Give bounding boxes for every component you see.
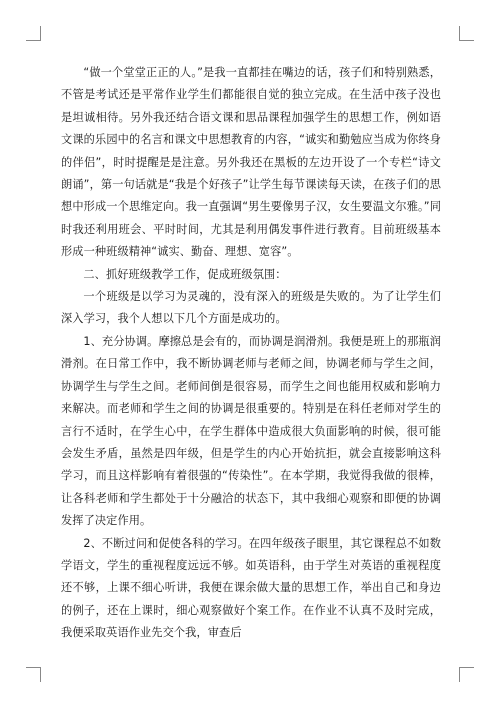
section-heading-class-teaching: 二、抓好班级教学工作，促成班级氛围：	[83, 267, 287, 281]
document-body	[61, 62, 441, 645]
crop-mark-bottom-right	[459, 667, 474, 682]
crop-mark-top-left	[26, 26, 41, 41]
paragraph-learning-soul: 一个班级是以学习为灵魂的，没有深入的班级是失败的。为了让学生们深入学习，我个人想以下几个方面是成功的。	[61, 290, 441, 326]
paragraph-honesty-education: “做一个堂堂正正的人。”是我一直都挂在嘴边的话，孩子们和特别熟悉，不管是考试还是平常作业学生们都能很自觉的独立完成。在生活中孩子没也是坦诚相待。另外我还结合语文课和思品课程加强学生的思想工作，例如语文课的乐园中的名言和课文中思想教育的内容，“诚实和勤勉应当成为你终身的伴侣”，时时提醒是是注意。另外我还在黑板的左边开设了一个专栏“诗文朗诵”，第一句话就是“我是个好孩子”让学生每节课读每天读，在孩子们的思想中形成一个思维定向。我一直强调“男生要像男子汉，女生要温文尔雅。”同时我还利用班会、平时时间，尤其是利用偶发事件进行教育。目前班级基本形成一种班级精神“诚实、勤奋、理想、宽容”。	[61, 66, 441, 259]
crop-mark-bottom-left	[26, 667, 41, 682]
paragraph-subject-learning: 2、不断过问和促使各科的学习。在四年级孩子眼里，其它课程总不如数学语文，学生的重视程度远远不够。如英语科，由于学生对英语的重视程度还不够，上课不细心听讲，我便在课余做大量的思想工作，举出自己和身边的例子，还在上课时，细心观察做好个案工作。在作业不认真不及时完成，我便采取英语作业先交个我，审查后	[61, 536, 441, 640]
paragraph-coordination: 1、充分协调。摩擦总是会有的，而协调是润滑剂。我便是班上的那瓶润滑剂。在日常工作中，我不断协调老师与老师之间，协调老师与学生之间，协调学生与学生之间。老师间倒是很容易，而学生之间也能用权威和影响力来解决。而老师和学生之间的协调是很重要的。特别是在科任老师对学生的言行不适时，在学生心中，在学生群体中造成很大负面影响的时候，很可能会发生矛盾，虽然是四年级，但是学生的内心开始抗拒，就会直接影响这科学习，而且这样影响有着很强的“传染性”。在本学期，我觉得我做的很棒，让各科老师和学生都处于十分融洽的状态下，其中我细心观察和即便的协调发挥了决定作用。	[61, 334, 441, 528]
crop-mark-top-right	[459, 26, 474, 41]
